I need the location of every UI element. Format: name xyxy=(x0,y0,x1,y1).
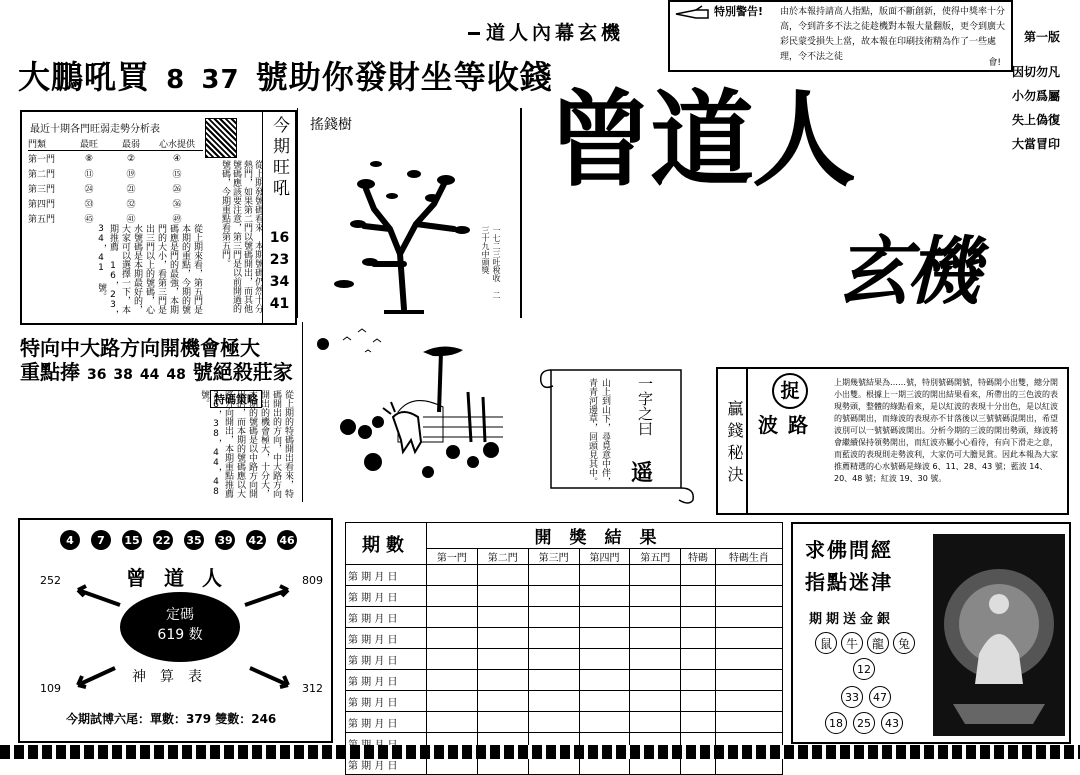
result-cell xyxy=(528,691,579,712)
wang-hou-number: 16 xyxy=(269,230,290,246)
one-word-title: 一字之曰 xyxy=(636,376,654,436)
result-cell xyxy=(579,565,630,586)
result-cell xyxy=(579,586,630,607)
wang-hou-number: 34 xyxy=(269,274,290,290)
strategy-box xyxy=(716,367,1069,515)
strategy-side: 贏錢秘決 xyxy=(718,369,748,513)
buddha-title2: 指點迷津 xyxy=(805,570,893,594)
wang-hou-title: 今期旺吼 xyxy=(269,116,289,200)
result-cell xyxy=(681,670,715,691)
result-cell xyxy=(528,628,579,649)
money-tree-panel xyxy=(297,108,522,318)
headline2: 特向中大路方向開機會極大 重點捧 36 38 44 48 號絕殺莊家 xyxy=(20,336,293,384)
strategy-title1: 捉 xyxy=(772,373,808,409)
result-cell xyxy=(579,607,630,628)
buddha-number: 25 xyxy=(853,712,875,734)
table-row xyxy=(346,565,783,586)
col-header: 特碼 xyxy=(681,549,715,565)
corner-number: 312 xyxy=(302,682,323,695)
buddha-number: 33 xyxy=(841,686,863,708)
result-cell xyxy=(427,607,478,628)
result-cell xyxy=(528,586,579,607)
buddha-number: 18 xyxy=(825,712,847,734)
result-cell xyxy=(681,586,715,607)
period-header: 期數 xyxy=(346,523,427,565)
result-cell xyxy=(477,607,528,628)
result-cell xyxy=(630,712,681,733)
table-row xyxy=(346,628,783,649)
result-cell xyxy=(528,712,579,733)
article2-text: 從上期的特碼開出看來，特碼開出的方向，中大路方向開出的機會極大，十分大，本期的號碼是以中路方向開出的，而本期的號碼應以大路方向開出，本期重點推薦 36，38，44，48 號。 xyxy=(199,390,293,498)
notice-text: 由於本報持請高人指點，版面不斷創新，使得中獎率十分高，令到許多不法之徒趁機對本報大量翻版，更令到廣大彩民蒙受損失上當，故本報在印刷技術精為作了一些處理，令不法之徒 xyxy=(780,7,1006,62)
result-cell xyxy=(427,670,478,691)
buddha-number: 43 xyxy=(881,712,903,734)
result-cell xyxy=(477,565,528,586)
special-code-label: 特碼策略 xyxy=(210,390,262,408)
result-cell xyxy=(630,670,681,691)
top-title: 道人內幕玄機 xyxy=(468,18,624,45)
period-cell: 第 期 月 日 xyxy=(346,607,427,628)
zodiac-badge: 兔 xyxy=(893,632,915,654)
result-cell xyxy=(427,649,478,670)
result-cell xyxy=(715,670,782,691)
result-cell xyxy=(630,586,681,607)
col-header: 特碼生肖 xyxy=(715,549,782,565)
one-word-panel xyxy=(525,360,715,510)
result-cell xyxy=(715,712,782,733)
hand-icon xyxy=(674,4,714,24)
result-cell xyxy=(427,628,478,649)
result-cell xyxy=(477,691,528,712)
table-header: 門類 最旺 最弱 心水提供 xyxy=(28,137,203,151)
strategy-title2: 波路 xyxy=(758,413,818,437)
result-cell xyxy=(681,628,715,649)
result-cell xyxy=(681,649,715,670)
headline2-number: 38 xyxy=(113,367,133,383)
period-cell: 第 期 月 日 xyxy=(346,670,427,691)
result-cell xyxy=(630,649,681,670)
result-cell xyxy=(681,691,715,712)
result-cell xyxy=(528,649,579,670)
one-word-word: 遥 xyxy=(631,461,654,486)
result-cell xyxy=(630,691,681,712)
period-cell: 第 期 月 日 xyxy=(346,565,427,586)
buddha-image xyxy=(933,534,1065,736)
table-row: 第四門 ㉝ ㉜ ㊱ xyxy=(28,200,182,210)
result-cell xyxy=(681,712,715,733)
prediction-name: 曾道人 xyxy=(126,566,240,590)
result-cell xyxy=(715,649,782,670)
headline2-number: 48 xyxy=(166,367,186,383)
result-cell xyxy=(528,670,579,691)
logo-line1: 曾道人 xyxy=(548,78,855,201)
number-ball: 42 xyxy=(246,530,266,550)
result-cell xyxy=(579,712,630,733)
zodiac-badge: 龍 xyxy=(867,632,889,654)
result-cell xyxy=(579,628,630,649)
scenery-panel xyxy=(302,322,523,502)
prediction-bottom: 神算表 xyxy=(132,669,216,685)
number-ball: 7 xyxy=(91,530,111,550)
corner-number: 252 xyxy=(40,574,61,587)
analysis-side-text: 從上期發號碼看來，本期號碼仍然十分熱門，如果第二門以號碼開出，而其他號碼應該要注意，第三門是以前開過的號碼，今期重點看第五門。 xyxy=(220,160,263,313)
col-header: 第一門 xyxy=(427,549,478,565)
number-ball: 46 xyxy=(277,530,297,550)
result-cell xyxy=(715,565,782,586)
result-cell xyxy=(681,607,715,628)
zodiac-badge: 牛 xyxy=(841,632,863,654)
result-cell xyxy=(715,586,782,607)
table-row xyxy=(346,712,783,733)
edition-label: 第一版 xyxy=(1024,30,1061,44)
table-row xyxy=(346,691,783,712)
side-notes xyxy=(1012,60,1076,156)
emblem-icon xyxy=(205,118,237,158)
prediction-box xyxy=(18,518,333,743)
money-tree-poem: 一七二三吐稅收 二三十九中頭獎 xyxy=(481,226,501,299)
banner-headline: 大鵬吼買 8 37 號助你發財坐等收錢 xyxy=(18,58,553,96)
result-cell xyxy=(715,628,782,649)
wang-hou-number: 23 xyxy=(269,252,290,268)
period-cell: 第 期 月 日 xyxy=(346,649,427,670)
result-cell xyxy=(427,586,478,607)
results-table xyxy=(345,522,783,775)
period-cell: 第 期 月 日 xyxy=(346,754,427,775)
result-cell xyxy=(477,649,528,670)
number-ball: 15 xyxy=(122,530,142,550)
zodiac-row xyxy=(815,632,915,654)
col-header: 第三門 xyxy=(528,549,579,565)
buddha-box xyxy=(791,522,1071,744)
result-cell xyxy=(427,565,478,586)
logo-line2: 玄機 xyxy=(836,229,976,315)
buddha-title1: 求佛問經 xyxy=(805,538,893,562)
bottom-border xyxy=(0,745,1080,759)
table-row xyxy=(346,586,783,607)
table-row xyxy=(346,649,783,670)
table-row xyxy=(346,607,783,628)
period-cell: 第 期 月 日 xyxy=(346,628,427,649)
number-ball: 39 xyxy=(215,530,235,550)
table-row: 第一門 ⑧ ② ④ xyxy=(28,153,182,165)
result-cell xyxy=(528,565,579,586)
money-tree-title: 搖錢樹 xyxy=(310,117,352,133)
banner-number: 37 xyxy=(201,65,240,95)
banner-number: 8 xyxy=(166,65,186,95)
number-ball: 22 xyxy=(153,530,173,550)
wang-hou-number: 41 xyxy=(269,296,290,312)
one-word-text: 山上到山下，尋覓意中伴，青青河邊草，回頭見其中。 xyxy=(587,378,610,486)
period-cell: 第 期 月 日 xyxy=(346,712,427,733)
buddha-number: 12 xyxy=(853,658,875,680)
analysis-text: 從上期來看，第五門是本期的重點，今期的號碼應是門的最強，本期門的大小，看第三門是出三門以上的號碼，心水號碼是本期最好的，大家可以選擇一下，本期推薦 16，23，34，41 號。 xyxy=(96,224,202,319)
result-cell xyxy=(477,670,528,691)
table-row: 第五門 ㊺ ㊶ ㊾ xyxy=(28,215,182,225)
result-cell xyxy=(630,628,681,649)
period-cell: 第 期 月 日 xyxy=(346,586,427,607)
notice-end: 會! xyxy=(988,58,1001,68)
side-note: 失上偽復 xyxy=(1012,113,1061,127)
table-row xyxy=(346,670,783,691)
headline2-number: 44 xyxy=(139,367,160,383)
result-cell xyxy=(715,607,782,628)
number-ball: 35 xyxy=(184,530,204,550)
zodiac-badge: 鼠 xyxy=(815,632,837,654)
buddha-number: 47 xyxy=(869,686,891,708)
buddha-subtitle: 期期送金銀 xyxy=(809,612,895,627)
wang-hou-box xyxy=(262,112,296,323)
result-cell xyxy=(528,607,579,628)
trend-table xyxy=(28,137,203,226)
result-cell xyxy=(579,649,630,670)
result-cell xyxy=(427,691,478,712)
result-cell xyxy=(477,712,528,733)
period-cell: 第 期 月 日 xyxy=(346,691,427,712)
side-note: 因切勿凡 xyxy=(1012,65,1061,79)
prediction-footer: 今期試博六尾：單數：379 雙數：246 xyxy=(66,712,277,726)
col-header: 第五門 xyxy=(630,549,681,565)
side-note: 大當冒印 xyxy=(1012,137,1061,151)
number-ball: 4 xyxy=(60,530,80,550)
notice-label: 特別警告! xyxy=(714,5,764,18)
analysis-box xyxy=(20,110,297,325)
result-cell xyxy=(427,712,478,733)
money-tree-image xyxy=(304,134,504,314)
table-row: 第三門 ㉔ ㉑ ㉖ xyxy=(28,185,182,195)
strategy-text: 上期幾號結果為……號，特別號碼開號，特碼開小出雙，總分開小出雙。根據上一期三波的開出結果看來，所帶出的三色波的表現勢頭，整體的綠點看來，是以紅波的表現十分出色，是以紅波的號碼開出，而綠波的表現亦不甘落後以三號號碼混開出，希望波別可以一號號碼波開出。分析今期的三波的開出勢頭，綠波將會繼續保持領勢開出，而紅波亦屬小心看待，有向下滑走之意，而藍波的表現則走勢波利，大家仍可大膽見賞。因此本報為大家推薦精選的心水號碼是綠波 6、11、28、43 號；藍波 14、20、48 號；紅波 19、30 號。 xyxy=(834,378,1058,483)
table-title: 最近十期各門旺弱走勢分析表 xyxy=(30,124,160,135)
result-cell xyxy=(630,607,681,628)
notice-box xyxy=(668,0,1013,72)
corner-number: 109 xyxy=(40,682,61,695)
result-cell xyxy=(477,586,528,607)
results-title: 開獎結果 xyxy=(427,523,783,549)
result-cell xyxy=(579,691,630,712)
table-row: 第二門 ⑪ ⑲ ⑮ xyxy=(28,170,182,180)
result-cell xyxy=(715,691,782,712)
result-cell xyxy=(630,565,681,586)
side-note: 小勿爲屬 xyxy=(1012,89,1061,103)
scroll-icon xyxy=(531,360,701,508)
result-cell xyxy=(579,670,630,691)
corner-number: 809 xyxy=(302,574,323,587)
fixed-code-oval: 定碼 619 数 xyxy=(120,592,240,662)
scenery-image xyxy=(303,322,521,500)
col-header: 第四門 xyxy=(579,549,630,565)
result-cell xyxy=(477,628,528,649)
col-header: 第二門 xyxy=(477,549,528,565)
headline2-number: 36 xyxy=(86,367,107,383)
result-cell xyxy=(681,565,715,586)
